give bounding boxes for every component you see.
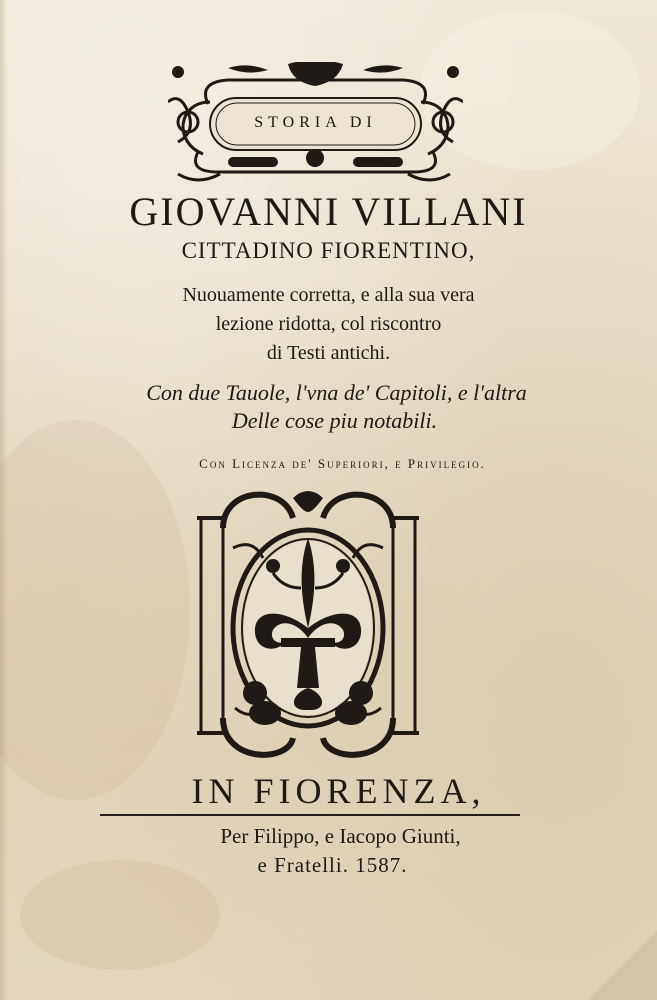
page-corner: [587, 930, 657, 1000]
citizen-line: CITTADINO FIORENTINO,: [181, 238, 476, 263]
page-edge-shadow: [0, 0, 8, 1000]
description-line: di Testi antichi.: [266, 342, 391, 364]
description-line: lezione ridotta, col riscontro: [215, 313, 442, 335]
imprint-rule: [100, 814, 520, 816]
paper-stain: [0, 420, 190, 800]
imprint-year: e Fratelli. 1587.: [257, 853, 408, 877]
printer-device: [193, 488, 423, 763]
license-line: Con Licenza de' Superiori, e Privilegio.: [199, 456, 486, 471]
tables-line: Con due Tauole, l'vna de' Capitoli, e l'altra: [146, 380, 527, 405]
tables-line: Delle cose piu notabili.: [231, 408, 438, 433]
description-line: Nuouamente corretta, e alla sua vera: [182, 284, 475, 306]
imprint-place: IN FIORENZA,: [191, 771, 486, 811]
imprint-printer: Per Filippo, e Iacopo Giunti,: [220, 824, 461, 848]
header-label: STORIA DI: [254, 114, 377, 131]
author-name: GIOVANNI VILLANI: [129, 189, 528, 234]
header-cartouche: [168, 62, 463, 187]
florentine-lily-cartouche-icon: [193, 488, 423, 763]
